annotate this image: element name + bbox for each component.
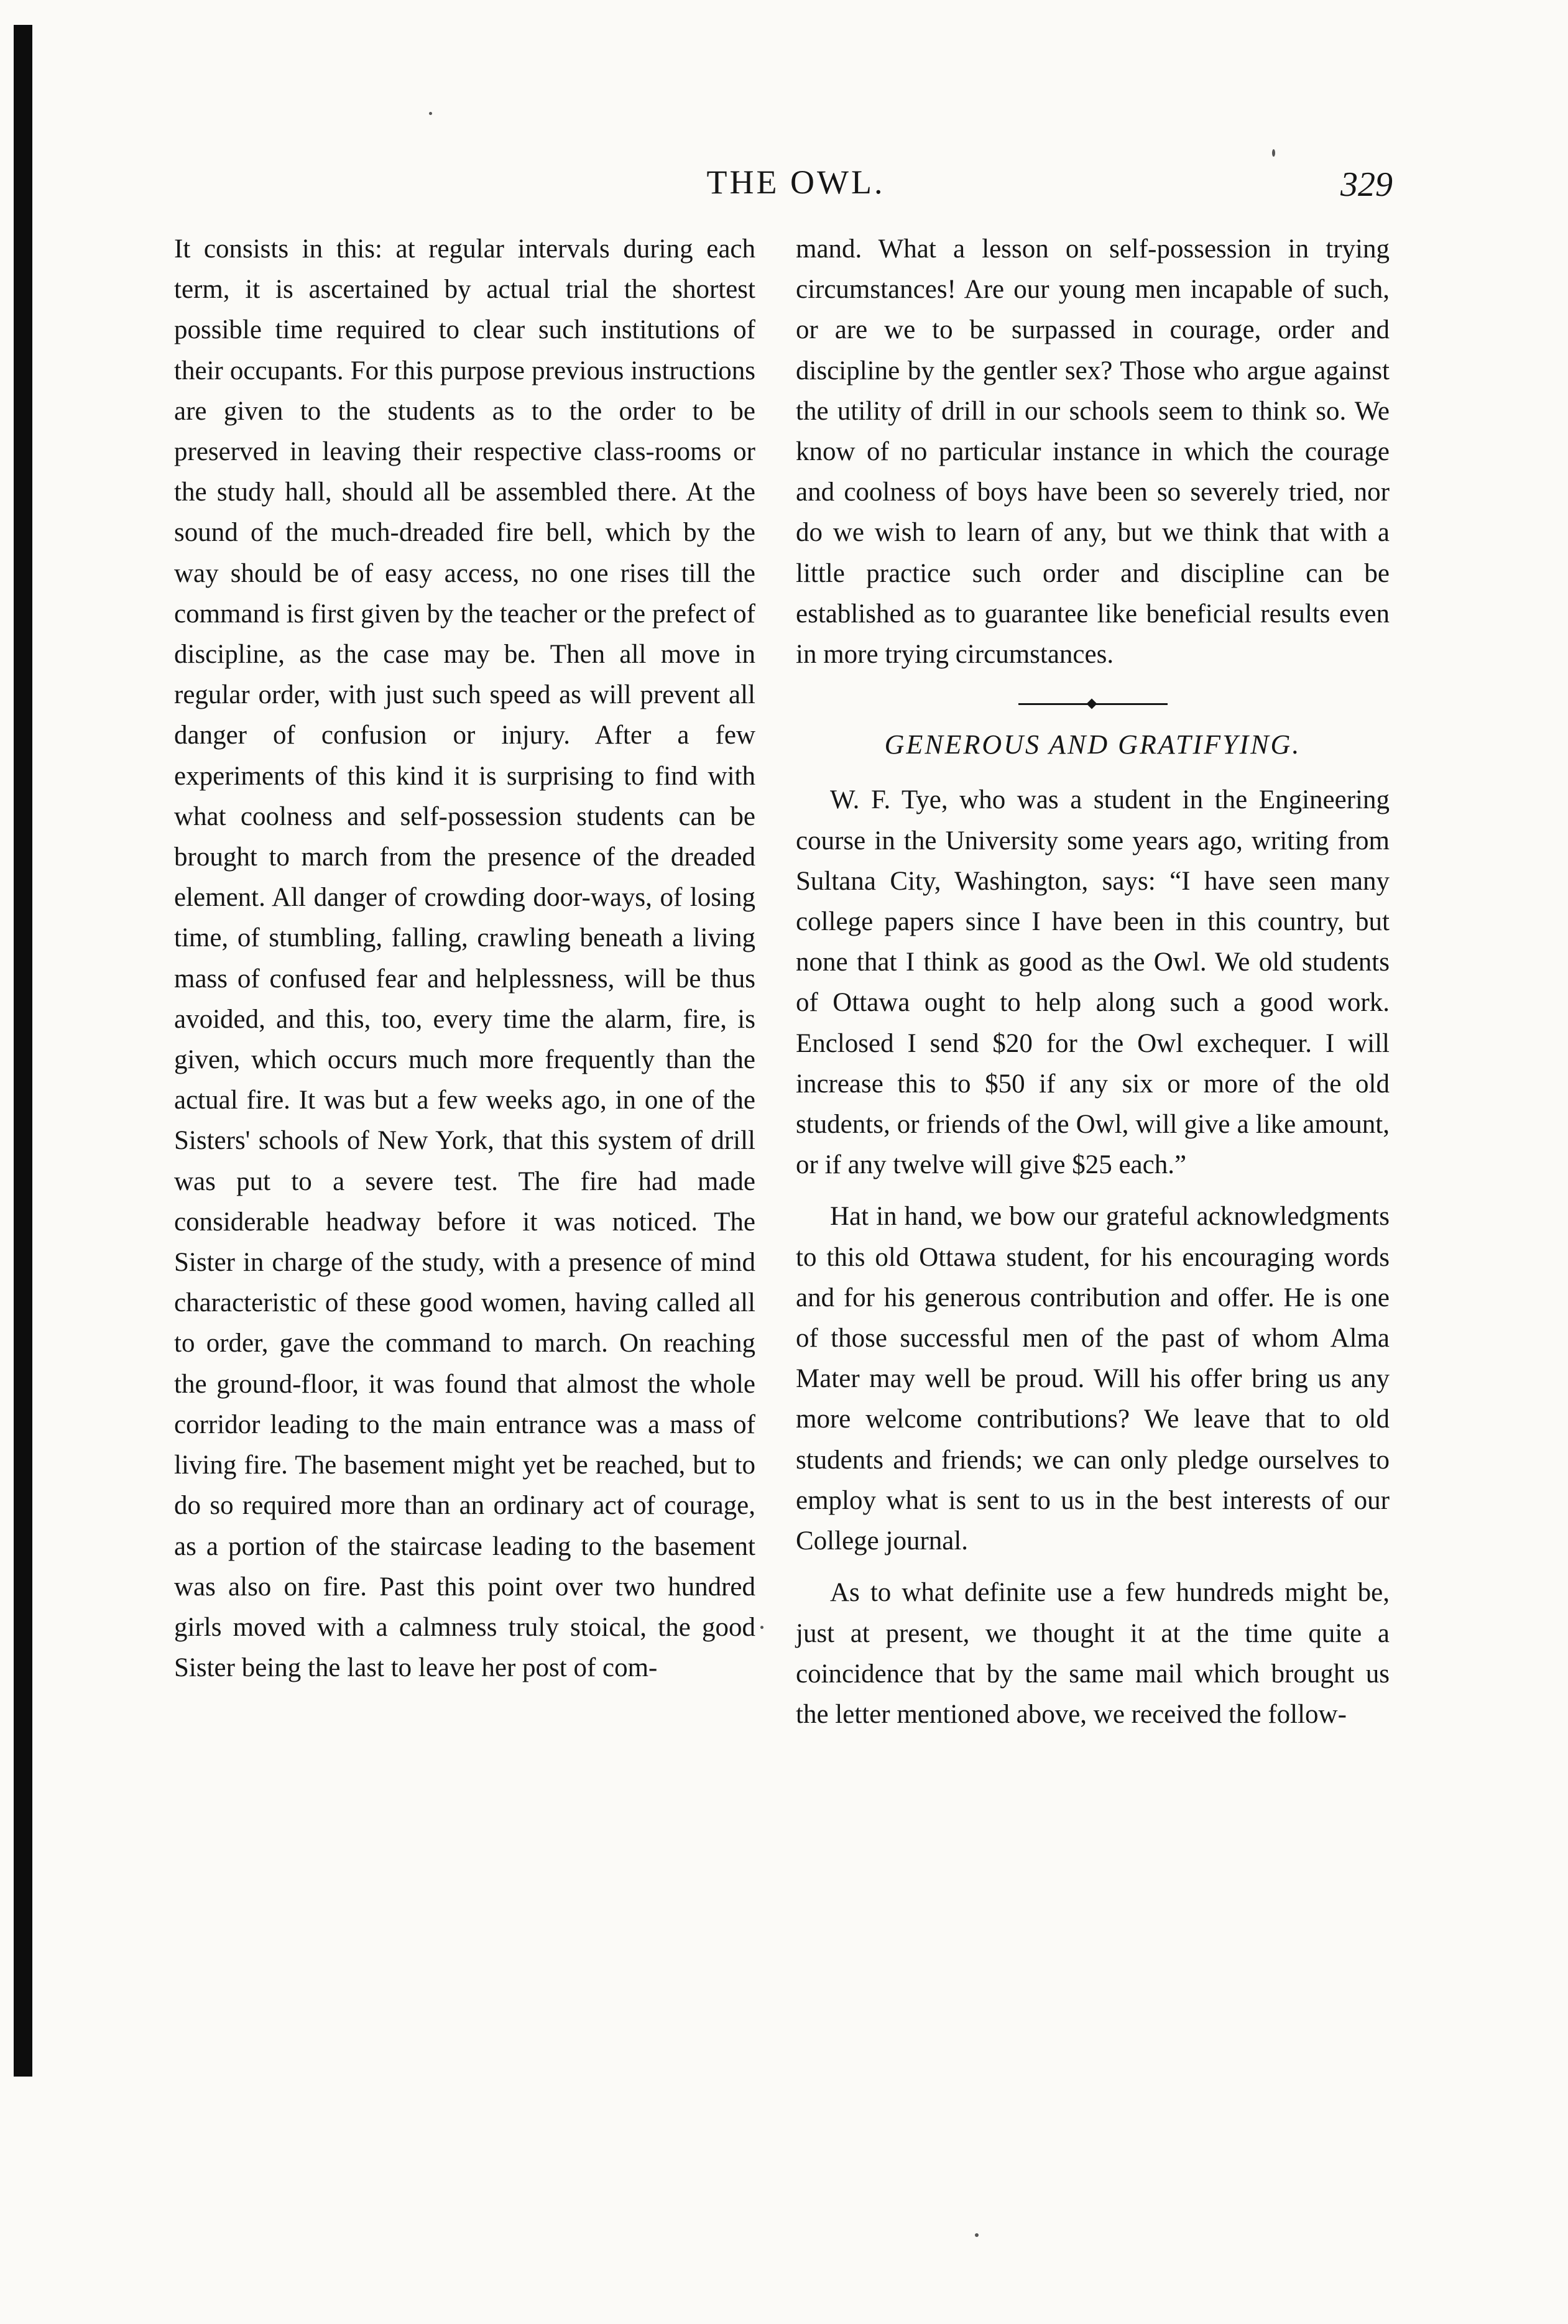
page-number: 329 [1340, 165, 1393, 204]
paper-speck [975, 2233, 979, 2237]
right-column [796, 229, 1390, 1735]
section-divider [1018, 699, 1168, 708]
paper-speck [429, 112, 432, 115]
binding-edge [14, 25, 32, 2077]
left-column [174, 229, 755, 1688]
article-paragraph-3: As to what definite use a few hundreds might be, just at present, we thought it at the time quite a coincidence that by the same mail which brought us the letter mentioned above, we received the follow- [796, 1578, 1390, 1729]
article-paragraph-1: W. F. Tye, who was a student in the Engineering course in the University some years ago, writing from Sultana City, Washington, says: “I have seen many college papers since I have been in this country, but none that I think as good as the Owl. We old students of Ottawa ought to help along such a good work. Enclosed I send $20 for the Owl exchequer. I will increase this to $50 if any six or more of the old students, or friends of the Owl, will give a like amount, or if any twelve will give $25 each.” [796, 785, 1390, 1180]
section-title: GENEROUS AND GRATIFYING. [884, 729, 1301, 760]
paper-speck [1272, 149, 1275, 157]
left-column-paragraph: It consists in this: at regular intervals during each term, it is ascertained by actual trial the shortest possible time required to clear such institutions of their occupants. For this purpose previous instructions are given to the students as to the order to be preserved in leaving their respective class-rooms or the study hall, should all be assembled there. At the sound of the much-dreaded fire bell, which by the way should be of easy access, no one rises till the command is first given by the teacher or the prefect of discipline, as the case may be. Then all move in regular order, with just such speed as will prevent all danger of confusion or injury. After a few experiments of this kind it is surprising to find with what coolness and self-possession students can be brought to march from the presence of the dreaded element. All danger of crowding door-ways, of losing time, of stumbling, falling, crawling beneath a living mass of confused fear and helplessness, will be thus avoided, and this, too, every time the alarm, fire, is given, which occurs much more frequently than the actual fire. It was but a few weeks ago, in one of the Sisters' schools of New York, that this system of drill was put to a severe test. The fire had made considerable headway before it was noticed. The Sister in charge of the study, with a presence of mind characteristic of these good women, having called all to order, gave the command to march. On reaching the ground-floor, it was found that almost the whole corridor leading to the main entrance was a mass of living fire. The basement might yet be reached, but to do so required more than an ordinary act of courage, as a portion of the staircase leading to the basement was also on fire. Past this point over two hundred girls moved with a calmness truly stoical, the good Sister being the last to leave her post of com- [174, 234, 755, 1683]
right-column-continuation: mand. What a lesson on self-possession in trying circumstances! Are our young men incapable of such, or are we to be surpassed in courage, order and discipline by the gentler sex? Those who argue against the utility of drill in our schools seem to think so. We know of no particular instance in which the courage and coolness of boys have been so severely tried, nor do we wish to learn of any, but we think that with a little practice such order and discipline can be established as to guarantee like beneficial results even in more trying circumstances. [796, 234, 1390, 670]
article-paragraph-2: Hat in hand, we bow our grateful acknowledgments to this old Ottawa student, for his encouraging words and for his generous contribution and offer. He is one of those successful men of the past of whom Alma Mater may well be proud. Will his offer bring us any more welcome contributions? We leave that to old students and friends; we can only pledge ourselves to employ what is sent to us in the best interests of our College journal. [796, 1202, 1390, 1556]
paper-speck [760, 1626, 763, 1629]
running-head: THE OWL. [706, 164, 885, 201]
